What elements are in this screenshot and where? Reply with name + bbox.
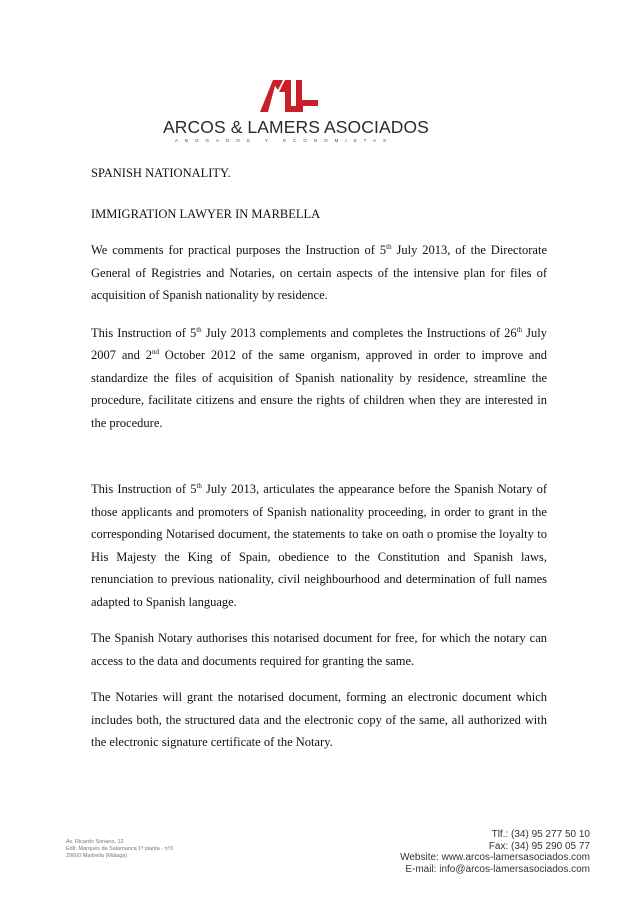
fax-number: Fax: (34) 95 290 05 77 (488, 840, 590, 852)
paragraph-2: This Instruction of 5th July 2013 complements and completes the Instructions of 26th July 2007 and 2nd October 2012 of the same organism, approved in order to improve and standardize the files of acquisition of Spanish nationality by residence, streamline the procedure, facilitate citizens and ensure the rights of children when they are interested in the procedure. (91, 325, 548, 430)
document-subtitle: IMMIGRATION LAWYER IN MARBELLA (91, 207, 321, 221)
paragraph-5: The Notaries will grant the notarised document, forming an electronic document which includes both, the structured data and the electronic copy of the same, all authorized with the electronic signature certificate of the Notary. (91, 690, 547, 749)
paragraph-3: This Instruction of 5th July 2013, articulates the appearance before the Spanish Notary of those applicants and promoters of Spanish nationality proceeding, in order to grant in the corresponding Notarised document, the statements to take on oath o promise the loyalty to His Majesty the King of Spain, obedience to the Constitution and Spanish laws, renunciation to previous nationality, civil neighbourhood and determination of full names adapted to Spanish language. (91, 482, 548, 609)
document-title: SPANISH NATIONALITY. (91, 166, 231, 180)
paragraph-4: The Spanish Notary authorises this notarised document for free, for which the notary can access to the data and documents required for granting the same. (91, 631, 547, 668)
document-body (91, 160, 547, 754)
paragraph-1: We comments for practical purposes the Instruction of 5th July 2013, of the Directorate General of Registries and Notaries, on certain aspects of the intensive plan for files of acquisition of Spanish nationality by residence. (91, 243, 548, 302)
email-link[interactable]: E-mail: info@arcos-lamersasociados.com (405, 863, 590, 875)
letterhead (0, 0, 638, 150)
address-line: 29600 Marbella (Málaga) (66, 853, 128, 859)
firm-logo-icon (258, 78, 320, 114)
footer-address (66, 839, 286, 860)
footer-contact (350, 829, 590, 875)
phone-number: Tlf.: (34) 95 277 50 10 (491, 829, 590, 840)
firm-name: ARCOS & LAMERS ASOCIADOS (163, 117, 429, 137)
address-line: Edif. Marqués de Salamanca 1ª planta - nº3 (66, 846, 173, 852)
address-line: Av. Ricardo Soriano, 12 (66, 839, 124, 845)
website-link[interactable]: Website: www.arcos-lamersasociados.com (400, 852, 590, 863)
firm-tagline: ABOGADOS Y ECONOMISTAS (175, 138, 394, 143)
